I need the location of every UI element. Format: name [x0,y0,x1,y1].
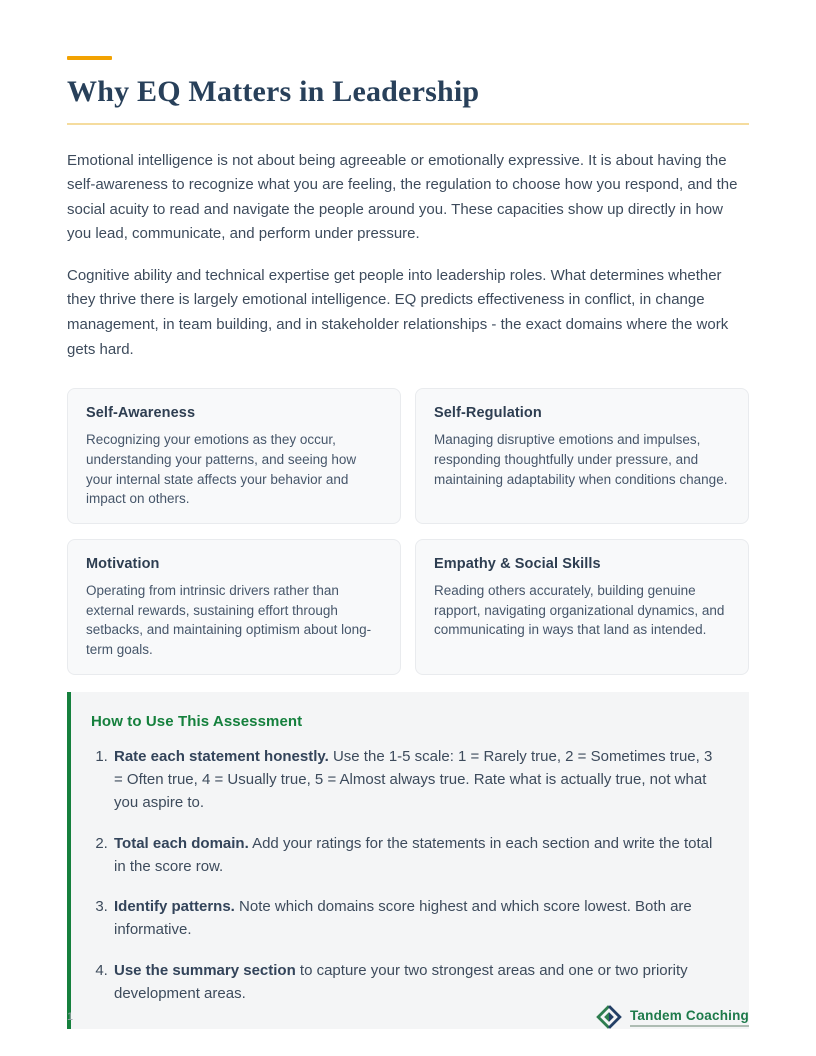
intro-section [67,149,749,363]
step-lead-text: Identify patterns. [114,898,235,916]
card-title: Self-Awareness [86,405,196,422]
intro-paragraph: Cognitive ability and technical expertise get people into leadership roles. What determines whether they thrive there is largely emotional intelligence. EQ predicts effectiveness in conflict, in change management, in team building, and in stakeholder relationships - the exact domains where the work gets hard. [67,266,729,358]
how-to-step [112,959,725,1006]
step-lead-text: Total each domain. [114,834,249,852]
how-to-step [112,895,725,942]
card-self-awareness [67,388,401,524]
how-to-box-title: How to Use This Assessment [91,712,303,730]
page-title: Why EQ Matters in Leadership [67,75,749,125]
card-body: Managing disruptive emotions and impulses, responding thoughtfully under pressure, and maintaining adaptability when conditions change. [434,432,728,487]
page-number: 1 [67,1011,74,1023]
step-lead-text: Use the summary section [114,961,296,979]
eq-domain-cards [67,388,749,675]
card-empathy-social-skills [415,539,749,675]
card-self-regulation [415,388,749,524]
card-body: Reading others accurately, building genuine rapport, navigating organizational dynamics, and communicating in ways that land as intended. [434,583,725,638]
step-rest-text: to capture your two strongest areas and one or two priority development areas. [114,961,688,1002]
card-title: Self-Regulation [434,405,542,422]
intro-paragraph: Emotional intelligence is not about being agreeable or emotionally expressive. It is about having the self-awareness to recognize what you are feeling, the regulation to choose how you respond, and the social acuity to read and navigate the people around you. These capacities show up directly in how you lead, communicate, and perform under pressure. [67,151,738,243]
document-content [0,56,816,1029]
page-footer [67,1000,749,1034]
step-rest-text: Use the 1-5 scale: 1 = Rarely true, 2 = Sometimes true, 3 = Often true, 4 = Usually true, 5 = Almost always true. Rate what is actually true, not what you aspire to. [114,747,713,812]
card-title: Empathy & Social Skills [434,556,601,573]
step-lead-text: Rate each statement honestly. [114,747,329,765]
card-motivation [67,539,401,675]
step-rest-text: Note which domains score highest and which score lowest. Both are informative. [114,898,692,939]
step-rest-text: Add your ratings for the statements in each section and write the total in the score row. [114,834,713,875]
how-to-steps-list [91,745,725,1005]
brand-logo[interactable] [596,1004,749,1030]
accent-bar [67,56,112,60]
tandem-diamond-logo-icon [596,1004,622,1030]
how-to-step [112,832,725,879]
brand-name: Tandem Coaching [630,1008,749,1027]
how-to-step [112,745,725,815]
card-body: Recognizing your emotions as they occur, understanding your patterns, and seeing how your internal state affects your behavior and impact on others. [86,432,357,507]
card-body: Operating from intrinsic drivers rather than external rewards, sustaining effort through setbacks, and maintaining optimism about long-term goals. [86,583,372,658]
card-title: Motivation [86,556,160,573]
how-to-use-assessment-box [67,692,749,1029]
